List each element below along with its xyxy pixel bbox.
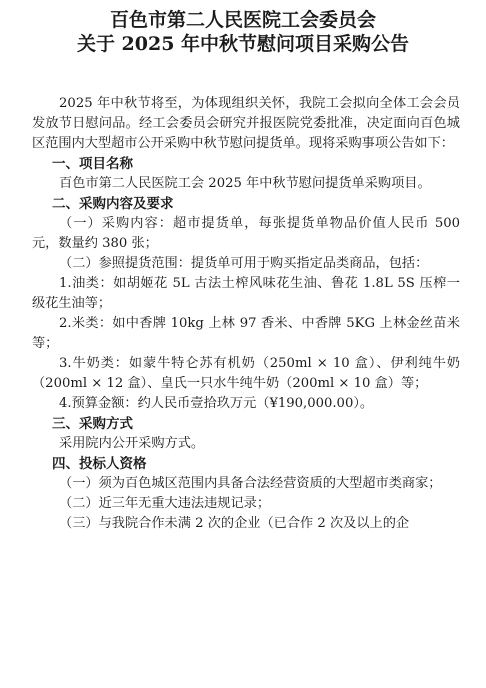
milk-category-item: 3.牛奶类：如蒙牛特仑苏有机奶（250ml × 10 盒）、伊利纯牛奶（200ml × 12 盒）、皇氏一只水牛纯牛奶（200ml × 10 盒）等； [32,356,460,391]
section-heading-procurement-content: 二、采购内容及要求 [52,196,174,212]
procurement-method-text: 采用院内公开采购方式。 [59,436,205,451]
document-title-line-1: 百色市第二人民医院工会委员会 [109,9,376,31]
document-body [32,94,460,534]
document-title-line-2: 关于 2025 年中秋节慰问项目采购公告 [76,33,410,55]
section-heading-procurement-method: 三、采购方式 [52,416,133,432]
procurement-content-item-1: （一）采购内容：超市提货单，每张提货单物品价值人民币 500 元，数量约 380 张； [32,216,460,251]
intro-paragraph: 2025 年中秋节将至，为体现组织关怀，我院工会拟向全体工会会员发放节日慰问品。经工会委员会研究并报医院党委批准，决定面向百色城区范围内大型超市公开采购中秋节慰问提货单。现将采购事项公告如下： [32,96,460,151]
oil-category-item: 1.油类：如胡姬花 5L 古法土榨风味花生油、鲁花 1.8L 5S 压榨一级花生油等； [32,276,460,311]
qualification-item-3: （三）与我院合作未满 2 次的企业（已合作 2 次及以上的企 [59,516,410,531]
project-name-text: 百色市第二人民医院工会 2025 年中秋节慰问提货单采购项目。 [59,176,431,191]
section-heading-bidder-qualification: 四、投标人资格 [52,456,147,472]
rice-category-item: 2.米类：如中香牌 10kg 上林 97 香米、中香牌 5KG 上林金丝苗米等； [32,316,460,351]
section-heading-project-name: 一、项目名称 [52,156,133,172]
budget-item: 4.预算金额：约人民币壹拾玖万元（¥190,000.00）。 [59,396,374,411]
qualification-item-1: （一）须为百色城区范围内具备合法经营资质的大型超市类商家； [59,476,442,491]
qualification-item-2: （二）近三年无重大违法违规记录； [59,496,271,511]
procurement-content-item-2: （二）参照提货范围：提货单可用于购买指定品类商品，包括： [59,256,429,271]
